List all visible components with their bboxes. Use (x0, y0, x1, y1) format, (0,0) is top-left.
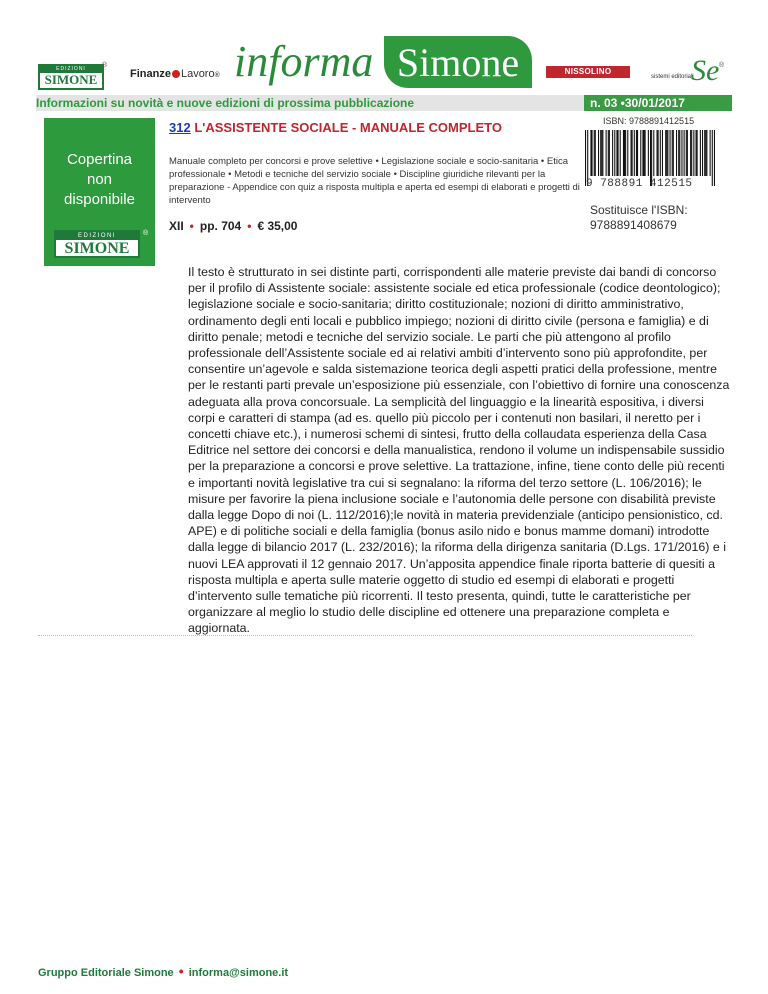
cover-placeholder-text (44, 150, 155, 210)
barcode-bar (696, 130, 697, 176)
barcode-bar (658, 130, 659, 176)
barcode-bar (612, 130, 613, 176)
logo-top-text: EDIZIONI (40, 66, 102, 73)
book-meta (169, 219, 297, 233)
isbn-label: ISBN: 9788891412515 (603, 116, 695, 126)
logo-word: SIMONE (64, 240, 130, 257)
barcode-bar (602, 130, 603, 176)
se-small-text: sistemi editoriali (651, 74, 694, 80)
edition: XII (169, 219, 184, 233)
logo-word: SIMONE (44, 72, 98, 87)
barcode-bar (665, 130, 666, 176)
info-band (36, 95, 732, 111)
divider (38, 635, 692, 636)
barcode-bar (594, 130, 595, 176)
book-number-link[interactable]: 312 (169, 120, 191, 135)
barcode-bar (616, 130, 617, 176)
barcode-bar (623, 130, 624, 176)
barcode-bar (697, 130, 698, 176)
barcode-digits: 9 788891 412515 (586, 178, 693, 190)
barcode-bar (637, 130, 638, 176)
barcode-bar (706, 130, 707, 176)
informa-text: informa (234, 37, 374, 86)
registered-mark: ® (143, 230, 149, 237)
barcode-bar (657, 130, 658, 176)
barcode-bar (620, 130, 621, 176)
registered-mark: ® (102, 62, 108, 69)
nissolino-editore-logo: NISSOLINO EDITORE (546, 66, 630, 78)
replaces-isbn (590, 203, 730, 233)
publisher-name: Gruppo Editoriale Simone (38, 967, 174, 979)
registered-mark: ® (719, 62, 725, 69)
finanze-lavoro-logo (130, 68, 220, 80)
cover-line: Copertina (66, 151, 133, 168)
barcode-bar (606, 130, 607, 176)
cover-simone-logo (54, 230, 140, 258)
barcode-bar (627, 130, 628, 176)
dot-icon (172, 70, 180, 78)
barcode-bar (686, 130, 687, 176)
finanze-text: Finanze (130, 68, 171, 80)
cover-line: disponibile (64, 191, 135, 208)
barcode-bar (609, 130, 610, 176)
barcode-bar (648, 130, 649, 176)
barcode-bar (631, 130, 632, 176)
barcode-bar (660, 130, 661, 176)
barcode-bar (642, 130, 643, 176)
cover-line: non (86, 171, 113, 188)
barcode-bar (704, 130, 705, 176)
book-title-text: L'ASSISTENTE SOCIALE - MANUALE COMPLETO (194, 120, 502, 135)
pages: pp. 704 (199, 219, 242, 233)
barcode-bar (676, 130, 677, 176)
barcode-bar (653, 130, 654, 176)
barcode-bar (644, 130, 645, 176)
barcode-bar (598, 130, 599, 176)
barcode-bar (632, 130, 633, 176)
registered-mark: ® (214, 72, 220, 79)
se-big-text: Se (691, 54, 720, 87)
separator: • (247, 219, 252, 233)
sistemi-editoriali-logo (651, 54, 725, 87)
barcode-bar (592, 130, 593, 176)
barcode-bar (667, 130, 668, 176)
barcode-bar (636, 130, 637, 176)
barcode-bar (684, 130, 685, 176)
barcode-bar (687, 130, 688, 176)
book-subtitle: Manuale completo per concorsi e prove selettive • Legislazione sociale e socio-sanitaria • Etica professionale • Metodi e tecniche del servizio sociale • Discipline giuridiche rilevanti per la preparazione - Appendice con quiz a risposta multipla e aperta ed esempi di elaborati e progetti di intervento (169, 156, 580, 206)
barcode-bar (705, 130, 706, 176)
barcode-bar (666, 130, 667, 176)
barcode-bar (679, 130, 680, 176)
barcode-bar (672, 130, 673, 176)
barcode-bar (590, 130, 591, 176)
barcode-bar (608, 130, 609, 176)
barcode-bar (601, 130, 602, 176)
price: € 35,00 (257, 219, 298, 233)
barcode-bar (618, 130, 619, 176)
band-text: Informazioni su novità e nuove edizioni di prossima pubblicazione (36, 96, 415, 110)
barcode-bar (691, 130, 692, 176)
barcode-bar (600, 130, 601, 176)
barcode-bar (678, 130, 679, 176)
book-description: Il testo è strutturato in sei distinte parti, corrispondenti alle materie previste dai bandi di concorso per il profilo di Assistente sociale: assistente sociale ed etica professionale (codice deontologico); legislazione sociale e socio-sanitaria; diritto costituzionale; nozioni di diritto amministrativo, ordinamento degli enti locali e pubblico impiego; nozioni di diritto civile (persona e famiglia) e di diritto penale; metodi e tecniche del servizio sociale. Le parti che più attengono al profilo professionale dell’Assistente sociale ed ai relativi ambiti d’intervento sono più approfondite, per consentire un’agevole e salda sistemazione teorica degli aspetti pratici della professione, mentre per le restanti parti prevale un’esposizione più essenziale, con l’obiettivo di fornire una conoscenza adeguata alla prova concorsuale. La semplicità del linguaggio e la linearità espositiva, i diversi corpi e caratteri di stampa (ad es. quello più piccolo per i contenuti non basilari, il neretto per i concetti chiave etc.), i numerosi schemi di sintesi, frutto della collaudata esperienza della Casa Editrice nel settore dei concorsi e della manualistica, rendono il volume un indispensabile sussidio per la preparazione a concorsi e prove selettive. La trattazione, infine, tiene conto delle più recenti e importanti novità legislative tra cui si segnalano: la riforma del terzo settore (L. 106/2016); le misure per favorire la piena inclusione sociale e l’autonomia delle persone con disabilità previste dalla legge Dopo di noi (L. 112/2016);le novità in materia previdenziale (anticipo pensionistico, cd. APE) e di politiche sociali e della famiglia (bonus asilo nido e bonus mamme domani) introdotte dalla legge di bilancio 2017 (L. 232/2016); la riforma della dirigenza sanitaria (D.Lgs. 171/2016) e i nuovi LEA approvati il 12 gennaio 2017. Un’apposita appendice finale riporta batterie di quesiti a risposta multipla e aperta sulle materie oggetto di studio ed esempi di elaborati e progetti d’intervento sulle tematiche più ricorrenti. Il testo presenta, quindi, tutte le caratteristiche per organizzare al meglio lo studio delle discipline ed ottenere una preparazione completa e aggiornata. (188, 265, 730, 636)
barcode-bar (614, 130, 615, 176)
replaces-value: 9788891408679 (590, 218, 677, 232)
barcode-bar (673, 130, 674, 176)
edizioni-simone-logo (38, 64, 104, 90)
book-title (169, 120, 502, 135)
simone-text: Simone (396, 40, 520, 85)
contact-email[interactable]: informa@simone.it (188, 967, 289, 979)
barcode-bar (624, 130, 625, 176)
lavoro-text: Lavoro (180, 68, 215, 80)
logo-top-text: EDIZIONI (56, 232, 138, 240)
barcode-bar (690, 130, 691, 176)
barcode-bar (645, 130, 646, 176)
barcode-bar (702, 130, 703, 176)
informa-simone-logo (234, 36, 532, 88)
barcode-bar (681, 130, 682, 176)
barcode-bar (700, 130, 701, 176)
separator: • (189, 219, 194, 233)
barcode-bar (693, 130, 694, 176)
issue-badge: n. 03 •30/01/2017 (584, 95, 732, 111)
barcode-bar (670, 130, 671, 176)
barcode-bar (710, 130, 711, 176)
replaces-label: Sostituisce l'ISBN: (590, 203, 688, 217)
barcode-bar (662, 130, 663, 176)
barcode-bar (634, 130, 635, 176)
book-cover (44, 118, 155, 266)
barcode-bar (625, 130, 626, 176)
barcode-bar (595, 130, 596, 176)
footer (38, 963, 288, 979)
separator: • (178, 963, 184, 979)
barcode-bar (640, 130, 641, 176)
